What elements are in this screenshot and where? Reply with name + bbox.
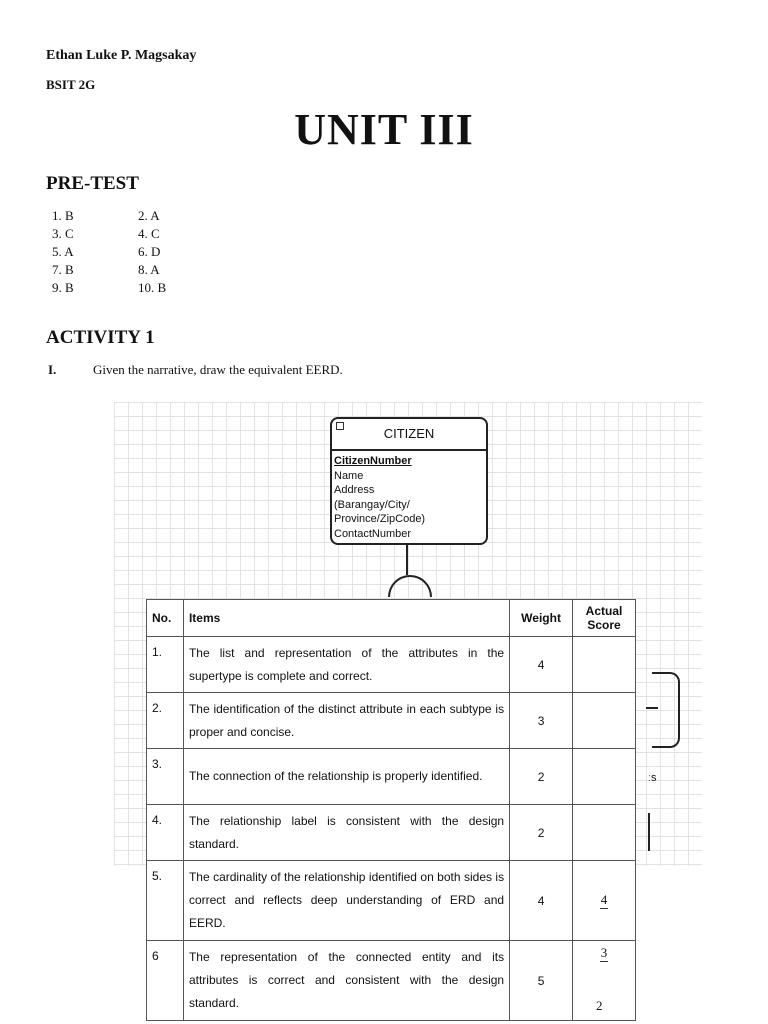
- attribute: ContactNumber: [334, 527, 412, 540]
- row-score: [573, 941, 636, 1021]
- answer-item: 8. A: [138, 262, 160, 277]
- student-name: Ethan Luke P. Magsakay: [46, 48, 197, 63]
- score-value: 4: [600, 892, 608, 907]
- row-item: The connection of the relationship is properly identified.: [183, 749, 509, 805]
- table-row: [147, 637, 636, 693]
- row-number: 5.: [147, 861, 184, 941]
- row-item: The identification of the distinct attribute in each subtype is proper and concise.: [183, 693, 509, 749]
- answer-item: 4. C: [138, 226, 160, 241]
- header-items: Items: [183, 600, 509, 637]
- pretest-answer-grid: [52, 207, 198, 296]
- rubric-header-row: [147, 600, 636, 637]
- entity-attributes: [332, 451, 486, 541]
- row-weight: 4: [510, 637, 573, 693]
- rubric-table: [146, 599, 636, 1021]
- answer-item: 1. B: [52, 208, 74, 223]
- table-row: [147, 941, 636, 1021]
- answer-item: 2. A: [138, 208, 160, 223]
- table-row: [147, 749, 636, 805]
- row-number: 3.: [147, 749, 184, 805]
- row-item: The list and representation of the attributes in the supertype is complete and correct.: [183, 637, 509, 693]
- citizen-entity: [330, 417, 488, 545]
- attribute: (Barangay/City/: [334, 498, 410, 511]
- answer-item: 9. B: [52, 280, 74, 295]
- attribute: Province/ZipCode): [334, 513, 426, 525]
- row-weight: 4: [510, 861, 573, 941]
- score-underline: [600, 908, 608, 909]
- overflow-score-value: 2: [596, 998, 603, 1013]
- row-score: [573, 637, 636, 693]
- diagram-bracket-notch: [646, 707, 658, 709]
- row-number: 2.: [147, 693, 184, 749]
- pretest-heading: PRE-TEST: [46, 173, 139, 194]
- answer-item: 10. B: [138, 280, 167, 295]
- entity-title: CITIZEN: [383, 426, 435, 441]
- header-actual-score: Actual Score: [573, 600, 636, 637]
- row-item: The cardinality of the relationship identified on both sides is correct and reflects deep understanding of ERD and EERD.: [183, 861, 509, 941]
- row-score: [573, 749, 636, 805]
- diagram-partial-line: [648, 813, 650, 851]
- row-weight: 2: [510, 805, 573, 861]
- relationship-line: [406, 543, 408, 575]
- row-item: The relationship label is consistent with the design standard.: [183, 805, 509, 861]
- row-number: 6: [147, 941, 184, 1021]
- row-item: The representation of the connected entity and its attributes is correct and consistent with the design standard.: [183, 941, 509, 1021]
- instruction-number: I.: [48, 362, 57, 377]
- table-row: [147, 861, 636, 941]
- answer-item: 3. C: [52, 226, 74, 241]
- row-score: [573, 693, 636, 749]
- score-value: 3: [600, 945, 608, 960]
- header-no: No.: [147, 600, 184, 637]
- answer-item: 7. B: [52, 262, 74, 277]
- row-score: [573, 861, 636, 941]
- score-underline: [600, 961, 608, 962]
- student-section: BSIT 2G: [46, 77, 96, 92]
- activity-heading: ACTIVITY 1: [46, 327, 155, 348]
- attribute: Name: [334, 469, 364, 482]
- row-weight: 5: [510, 941, 573, 1021]
- entity-header: [332, 419, 486, 451]
- diagram-partial-label: ːs: [648, 772, 657, 784]
- row-weight: 3: [510, 693, 573, 749]
- unit-title: UNIT III: [294, 105, 474, 154]
- primary-key-attribute: CitizenNumber: [334, 455, 412, 467]
- row-score: [573, 805, 636, 861]
- table-row: [147, 693, 636, 749]
- activity-instruction: [48, 362, 343, 378]
- row-weight: 2: [510, 749, 573, 805]
- row-number: 4.: [147, 805, 184, 861]
- table-row: [147, 805, 636, 861]
- answer-item: 5. A: [52, 244, 74, 259]
- instruction-text: Given the narrative, draw the equivalent EERD.: [93, 362, 343, 377]
- header-weight: Weight: [510, 600, 573, 637]
- row-number: 1.: [147, 637, 184, 693]
- answer-item: 6. D: [138, 244, 161, 259]
- attribute: Address: [334, 484, 375, 496]
- diagram-bracket-shape: [652, 672, 680, 748]
